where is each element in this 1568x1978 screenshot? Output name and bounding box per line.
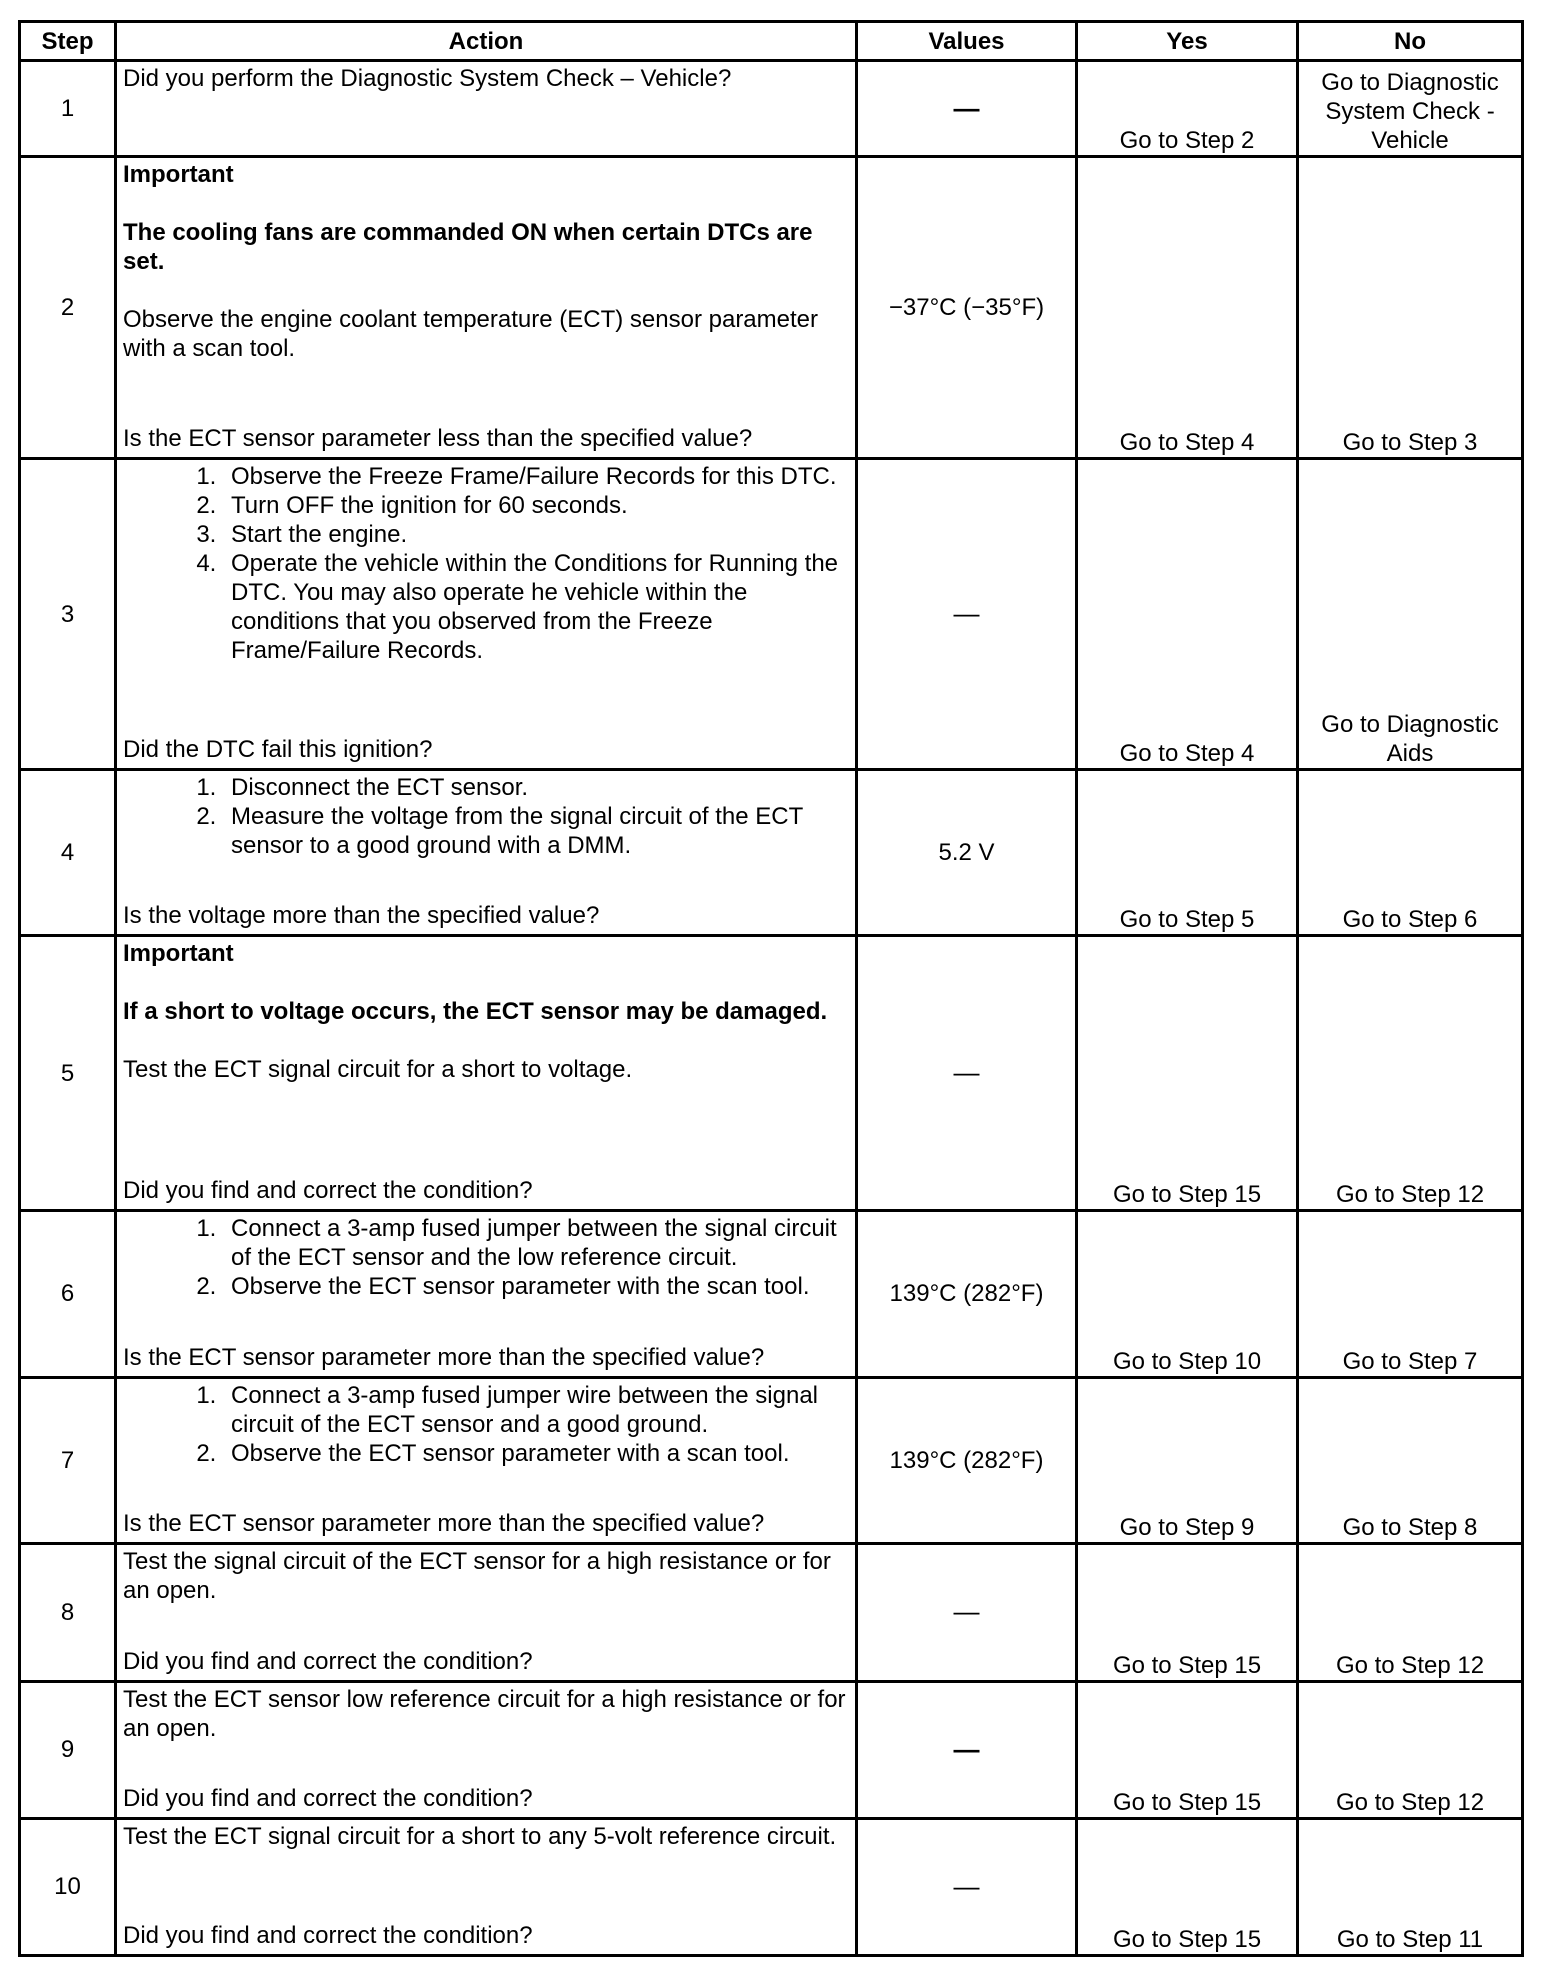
list-item: 1. Observe the Freeze Frame/Failure Records for this DTC. xyxy=(223,462,847,491)
action-cell xyxy=(116,157,857,459)
value-text: — xyxy=(953,1596,980,1627)
table-row xyxy=(20,770,1523,936)
step-number: 1 xyxy=(20,61,116,157)
list-item: 2. Observe the ECT sensor parameter with the scan tool. xyxy=(223,1272,847,1301)
yes-cell: Go to Step 10 xyxy=(1077,1210,1298,1377)
yes-cell: Go to Step 5 xyxy=(1077,770,1298,936)
important-text: The cooling fans are commanded ON when certain DTCs are set. xyxy=(123,219,813,276)
action-question: Is the ECT sensor parameter more than the specified value? xyxy=(123,1343,765,1371)
action-cell xyxy=(116,61,857,157)
important-label: Important xyxy=(123,161,234,189)
value-cell xyxy=(857,1377,1077,1543)
list-item: 2. Observe the ECT sensor parameter with a scan tool. xyxy=(223,1439,847,1468)
action-list xyxy=(123,1214,847,1301)
action-question: Did the DTC fail this ignition? xyxy=(123,736,433,764)
yes-cell: Go to Step 9 xyxy=(1077,1377,1298,1543)
value-text: 139°C (282°F) xyxy=(889,1446,1044,1474)
value-text: 139°C (282°F) xyxy=(889,1280,1044,1308)
header-values: Values xyxy=(857,22,1077,61)
action-list xyxy=(123,773,847,860)
list-item: 2. Measure the voltage from the signal circuit of the ECT sensor to a good ground with a DMM. xyxy=(223,802,847,860)
step-number: 2 xyxy=(20,157,116,459)
no-cell: Go to Step 7 xyxy=(1298,1210,1523,1377)
table-row xyxy=(20,936,1523,1210)
no-cell: Go to Diagnostic Aids xyxy=(1298,459,1523,770)
step-number: 3 xyxy=(20,459,116,770)
table-row xyxy=(20,1818,1523,1955)
header-step: Step xyxy=(20,22,116,61)
yes-cell: Go to Step 2 xyxy=(1077,61,1298,157)
header-action: Action xyxy=(116,22,857,61)
value-cell xyxy=(857,61,1077,157)
table-row xyxy=(20,61,1523,157)
header-row xyxy=(20,22,1523,61)
action-text: Test the ECT signal circuit for a short to voltage. xyxy=(123,1056,633,1084)
yes-cell: Go to Step 15 xyxy=(1077,936,1298,1210)
step-number: 5 xyxy=(20,936,116,1210)
no-cell: Go to Step 12 xyxy=(1298,1543,1523,1681)
table-row xyxy=(20,1377,1523,1543)
table-row xyxy=(20,1681,1523,1818)
step-number: 9 xyxy=(20,1681,116,1818)
list-item: 2. Turn OFF the ignition for 60 seconds. xyxy=(223,491,847,520)
no-cell: Go to Step 3 xyxy=(1298,157,1523,459)
value-cell xyxy=(857,157,1077,459)
no-cell: Go to Step 6 xyxy=(1298,770,1523,936)
important-text: If a short to voltage occurs, the ECT sensor may be damaged. xyxy=(123,998,828,1026)
value-text: — xyxy=(953,1057,980,1087)
action-cell xyxy=(116,1681,857,1818)
no-cell: Go to Step 11 xyxy=(1298,1818,1523,1955)
table-row xyxy=(20,1210,1523,1377)
action-cell xyxy=(116,1818,857,1955)
action-cell xyxy=(116,1543,857,1681)
list-item: 1. Connect a 3-amp fused jumper between the signal circuit of the ECT sensor and the low reference circuit. xyxy=(223,1214,847,1272)
no-cell: Go to Step 12 xyxy=(1298,936,1523,1210)
action-cell xyxy=(116,1377,857,1543)
value-text: — xyxy=(953,92,980,123)
important-label: Important xyxy=(123,940,234,968)
action-question: Is the voltage more than the specified value? xyxy=(123,902,600,930)
table-row xyxy=(20,459,1523,770)
yes-cell: Go to Step 4 xyxy=(1077,459,1298,770)
yes-cell: Go to Step 15 xyxy=(1077,1543,1298,1681)
action-cell xyxy=(116,459,857,770)
diagnostic-table xyxy=(18,20,1524,1957)
step-number: 10 xyxy=(20,1818,116,1955)
action-text: Did you perform the Diagnostic System Check – Vehicle? xyxy=(123,65,732,92)
value-text: −37°C (−35°F) xyxy=(888,294,1045,322)
action-cell xyxy=(116,770,857,936)
action-question: Is the ECT sensor parameter less than the specified value? xyxy=(123,425,753,453)
action-text: Test the signal circuit of the ECT sensor for a high resistance or for an open. xyxy=(123,1547,831,1604)
action-question: Did you find and correct the condition? xyxy=(123,1784,533,1812)
yes-cell: Go to Step 15 xyxy=(1077,1818,1298,1955)
action-question: Did you find and correct the condition? xyxy=(123,1647,533,1675)
action-text: Test the ECT sensor low reference circuit for a high resistance or for an open. xyxy=(123,1685,846,1742)
value-cell xyxy=(857,936,1077,1210)
value-text: — xyxy=(953,1733,980,1764)
value-cell xyxy=(857,1681,1077,1818)
value-text: — xyxy=(953,598,980,629)
list-item: 3. Start the engine. xyxy=(223,520,847,549)
table-row xyxy=(20,1543,1523,1681)
step-number: 7 xyxy=(20,1377,116,1543)
list-item: 4. Operate the vehicle within the Conditions for Running the DTC. You may also operate he vehicle within the conditions that you observed from the Freeze Frame/Failure Records. xyxy=(223,549,847,665)
action-cell xyxy=(116,1210,857,1377)
no-cell: Go to Step 12 xyxy=(1298,1681,1523,1818)
value-cell xyxy=(857,770,1077,936)
table-row xyxy=(20,157,1523,459)
action-list xyxy=(123,1381,847,1468)
action-text: Test the ECT signal circuit for a short to any 5-volt reference circuit. xyxy=(123,1822,837,1850)
list-item: 1. Disconnect the ECT sensor. xyxy=(223,773,847,802)
action-question: Is the ECT sensor parameter more than the specified value? xyxy=(123,1509,765,1537)
no-cell: Go to Diagnostic System Check - Vehicle xyxy=(1298,61,1523,157)
value-cell xyxy=(857,1818,1077,1955)
header-no: No xyxy=(1298,22,1523,61)
value-text: — xyxy=(953,1870,980,1901)
step-number: 6 xyxy=(20,1210,116,1377)
value-text: 5.2 V xyxy=(938,839,995,867)
list-item: 1. Connect a 3-amp fused jumper wire between the signal circuit of the ECT sensor and a good ground. xyxy=(223,1381,847,1439)
value-cell xyxy=(857,459,1077,770)
action-question: Did you find and correct the condition? xyxy=(123,1922,533,1949)
yes-cell: Go to Step 15 xyxy=(1077,1681,1298,1818)
action-list xyxy=(123,462,847,665)
step-number: 4 xyxy=(20,770,116,936)
header-yes: Yes xyxy=(1077,22,1298,61)
action-text: Observe the engine coolant temperature (ECT) sensor parameter with a scan tool. xyxy=(123,306,819,363)
no-cell: Go to Step 8 xyxy=(1298,1377,1523,1543)
value-cell xyxy=(857,1543,1077,1681)
yes-cell: Go to Step 4 xyxy=(1077,157,1298,459)
action-question: Did you find and correct the condition? xyxy=(123,1176,533,1204)
action-cell xyxy=(116,936,857,1210)
step-number: 8 xyxy=(20,1543,116,1681)
value-cell xyxy=(857,1210,1077,1377)
